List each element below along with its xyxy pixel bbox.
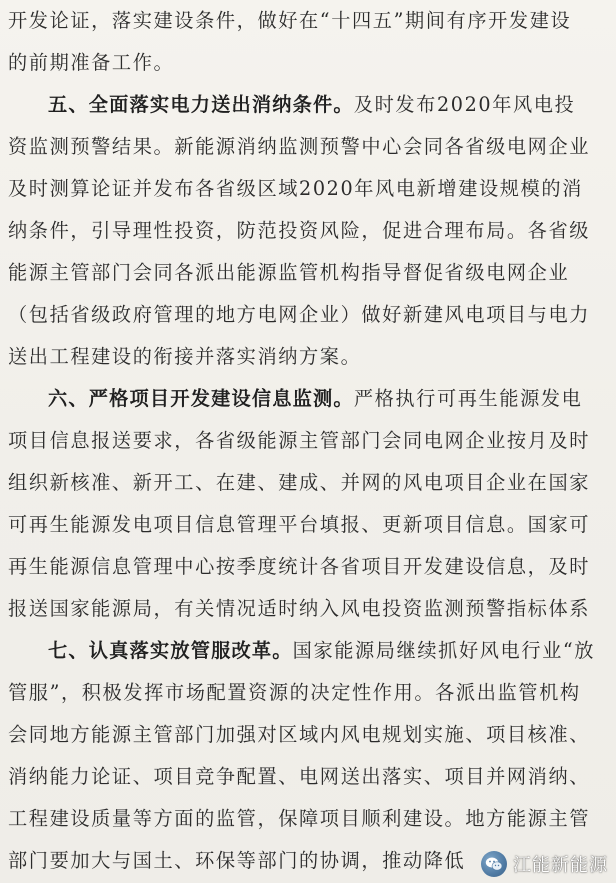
text-line: 能源主管部门会同各派出能源监管机构指导督促省级电网企业 [8, 261, 570, 284]
text-line: 的前期准备工作。 [8, 51, 175, 74]
text-line: 部门要加大与国土、环保等部门的协调，推动降低 [8, 849, 466, 872]
section-6-line [48, 379, 610, 419]
text-line: 项目信息报送要求，各省级能源主管部门会同电网企业按月及时 [8, 429, 591, 452]
watermark [477, 849, 612, 879]
text-line: 开发论证，落实建设条件，做好在“十四五”期间有序开发建设 [8, 9, 572, 32]
text-line: 资监测预警结果。新能源消纳监测预警中心会同各省级电网企业 [8, 135, 591, 158]
section-5-text: 及时发布2020年风电投 [353, 93, 576, 116]
text-line: 消纳能力论证、项目竞争配置、电网送出落实、项目并网消纳、 [8, 765, 591, 788]
section-6-heading: 六、严格项目开发建设信息监测。 [48, 387, 354, 410]
text-line: 管服”，积极发挥市场配置资源的决定性作用。各派出监管机构 [8, 681, 581, 704]
section-7-text: 国家能源局继续抓好风电行业“放 [292, 639, 596, 662]
text-line: 及时测算论证并发布各省级区域2020年风电新增建设规模的消 [8, 177, 583, 200]
section-7-line [48, 631, 610, 671]
section-5-heading: 五、全面落实电力送出消纳条件。 [48, 93, 354, 116]
watermark-text: 江能新能源 [513, 855, 608, 876]
text-line: 送出工程建设的衔接并落实消纳方案。 [8, 345, 362, 368]
text-line: （包括省级政府管理的地方电网企业）做好新建风电项目与电力 [8, 303, 591, 326]
text-line: 会同地方能源主管部门加强对区域内风电规划实施、项目核准、 [8, 723, 591, 746]
text-line: 纳条件，引导理性投资，防范投资风险，促进合理布局。各省级 [8, 219, 591, 242]
section-6-text: 严格执行可再生能源发电 [353, 387, 583, 410]
text-line: 组织新核准、新开工、在建、建成、并网的风电项目企业在国家 [8, 471, 591, 494]
section-5-line [48, 85, 610, 125]
text-line: 工程建设质量等方面的监管，保障项目顺利建设。地方能源主管 [8, 807, 591, 830]
wechat-icon [481, 851, 507, 877]
text-line: 再生能源信息管理中心按季度统计各省项目开发建设信息，及时 [8, 555, 591, 578]
section-7-heading: 七、认真落实放管服改革。 [48, 639, 293, 662]
text-line: 报送国家能源局，有关情况适时纳入风电投资监测预警指标体系 [8, 597, 591, 620]
text-line: 可再生能源发电项目信息管理平台填报、更新项目信息。国家可 [8, 513, 591, 536]
